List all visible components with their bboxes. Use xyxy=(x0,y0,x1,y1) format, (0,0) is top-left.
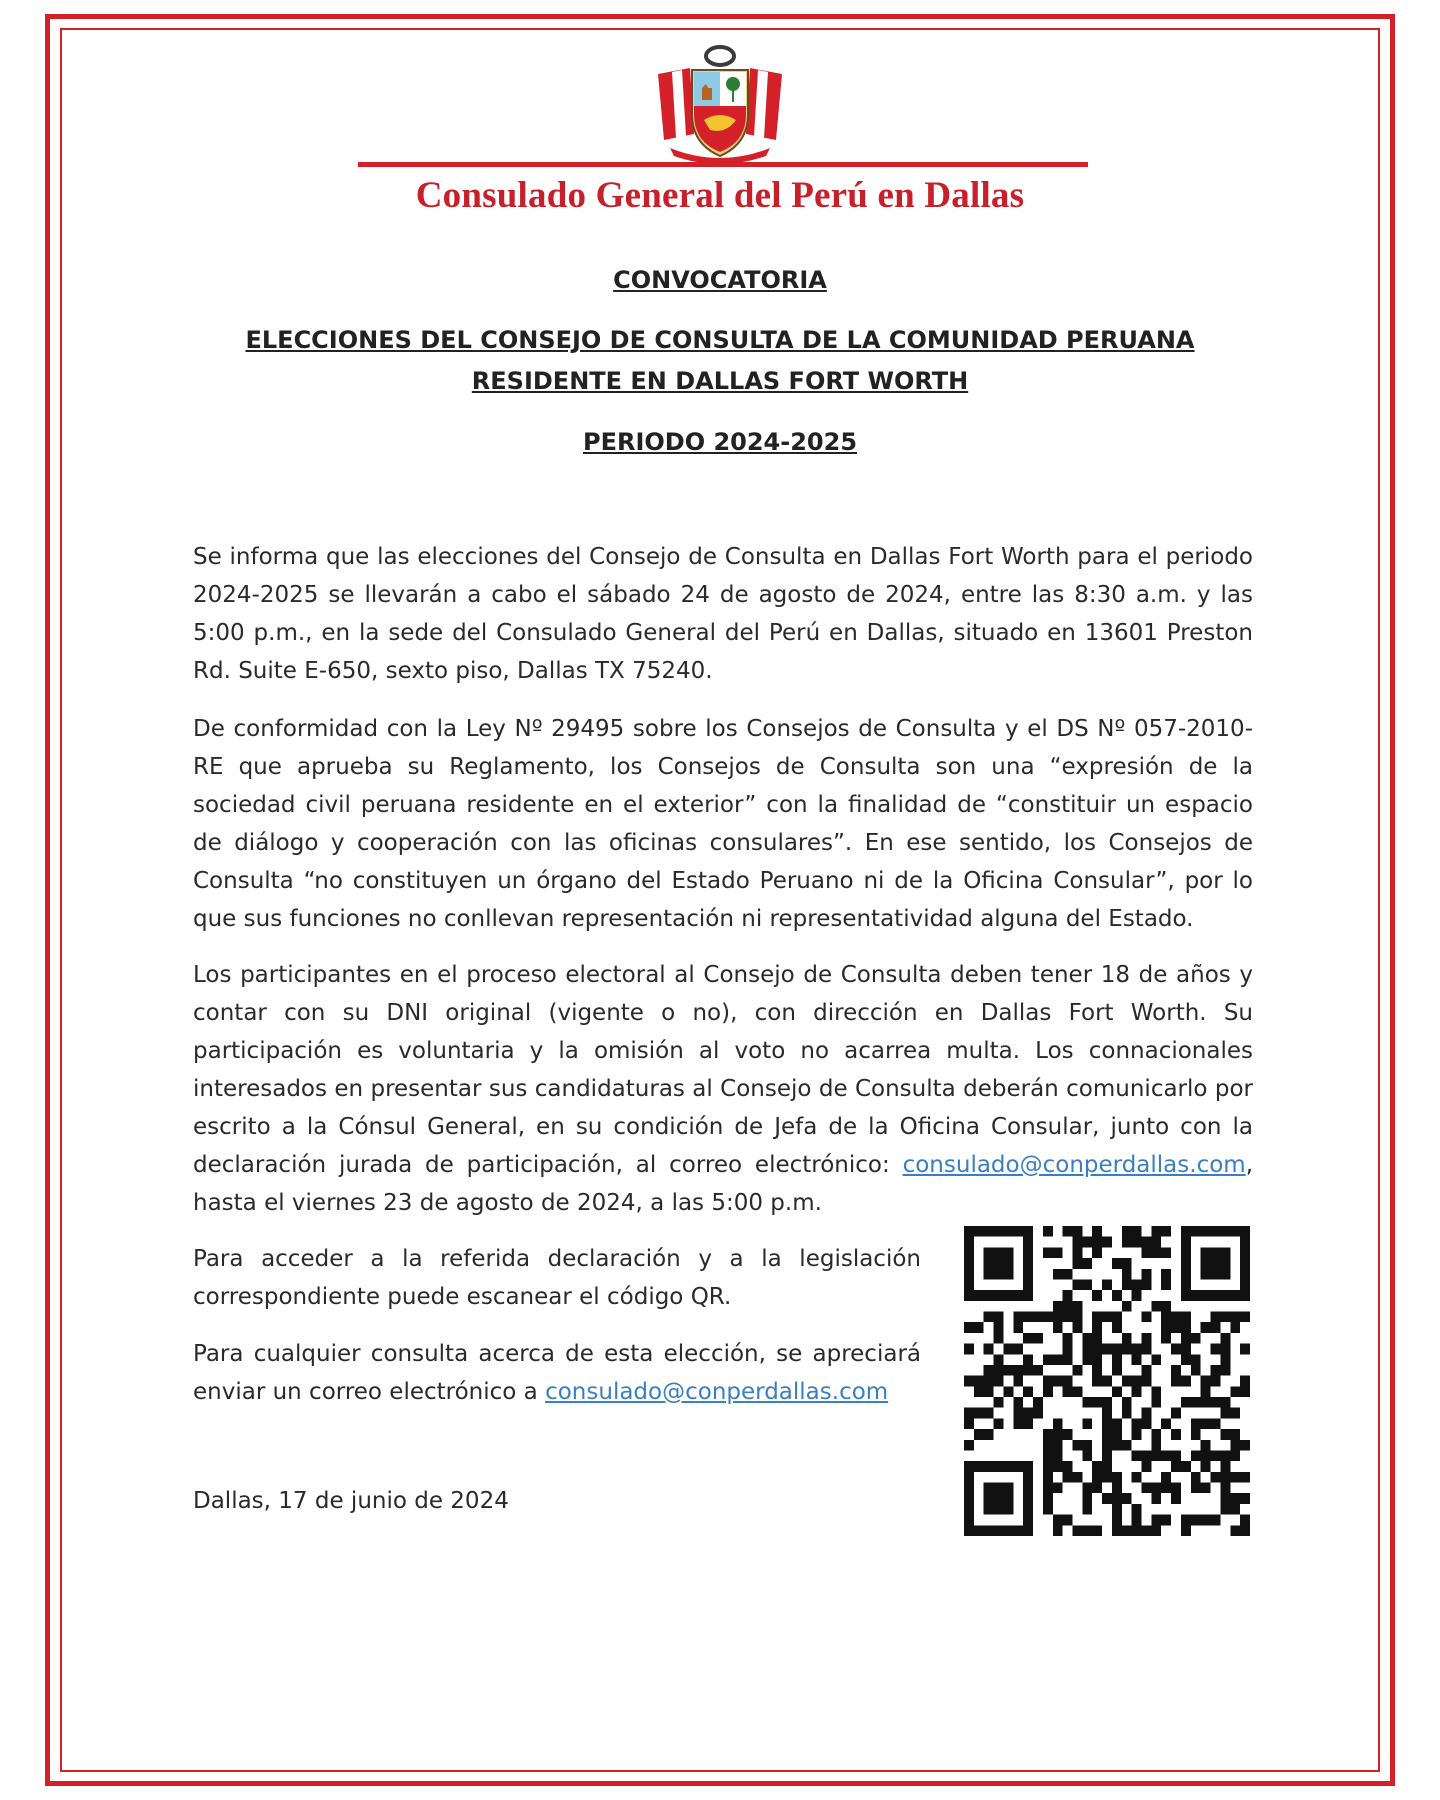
document-date: Dallas, 17 de junio de 2024 xyxy=(193,1488,509,1514)
email-link-candidates[interactable]: consulado@conperdallas.com xyxy=(902,1152,1246,1178)
paragraph-legal-basis: De conformidad con la Ley Nº 29495 sobre los Consejos de Consulta y el DS Nº 057-2010-RE que aprueba su Reglamento, los Consejos de Consulta son una “expresión de la sociedad civil peruana residente en el exterior” con la finalidad de “constituir un espacio de diálogo y cooperación con las oficinas consulares”. En ese sentido, los Consejos de Consulta “no constituyen un órgano del Estado Peruano ni de la Oficina Consular”, por lo que sus funciones no conllevan representación ni representatividad alguna del Estado. xyxy=(193,716,1253,932)
paragraph-qr-instructions: Para acceder a la referida declaración y a la legislación correspondiente puede escanear el código QR. xyxy=(193,1246,921,1310)
heading-convocatoria: CONVOCATORIA xyxy=(613,266,827,294)
participants-deadline-text: , hasta el viernes 23 de agosto de 2024, a las 5:00 p.m. xyxy=(193,1152,1253,1216)
participants-text: Los participantes en el proceso electoral al Consejo de Consulta deben tener 18 de años y contar con su DNI original (vigente o no), con dirección en Dallas Fort Worth. Su participación es voluntaria y la omisión al voto no acarrea multa. Los connacionales interesados en presentar sus candidaturas al Consejo de Consulta deberán comunicarlo por escrito a la Cónsul General, en su condición de Jefa de la Oficina Consular, junto con la declaración jurada de participación, al correo electrónico: xyxy=(193,962,1253,1178)
heading-elections xyxy=(190,320,1250,402)
institution-title: Consulado General del Perú en Dallas xyxy=(415,175,1025,216)
paragraph-election-date: Se informa que las elecciones del Consejo de Consulta en Dallas Fort Worth para el periodo 2024-2025 se llevarán a cabo el sábado 24 de agosto de 2024, entre las 8:30 a.m. y las 5:00 p.m., en la sede del Consulado General del Perú en Dallas, situado en 13601 Preston Rd. Suite E-650, sexto piso, Dallas TX 75240. xyxy=(193,544,1253,684)
peru-coat-of-arms-icon xyxy=(650,44,790,168)
paragraph-contact xyxy=(193,1335,921,1411)
paragraph-participants xyxy=(193,956,1253,1222)
header-divider xyxy=(358,162,1088,167)
heading-elections-line2: RESIDENTE EN DALLAS FORT WORTH xyxy=(471,367,969,395)
email-link-contact[interactable]: consulado@conperdallas.com xyxy=(545,1379,889,1405)
heading-period: PERIODO 2024-2025 xyxy=(582,428,858,456)
heading-elections-line1: ELECCIONES DEL CONSEJO DE CONSULTA DE LA COMUNIDAD PERUANA xyxy=(245,326,1195,354)
contact-text: Para cualquier consulta acerca de esta elección, se apreciará enviar un correo electrónico a xyxy=(193,1341,921,1405)
qr-code-icon[interactable] xyxy=(964,1226,1250,1536)
